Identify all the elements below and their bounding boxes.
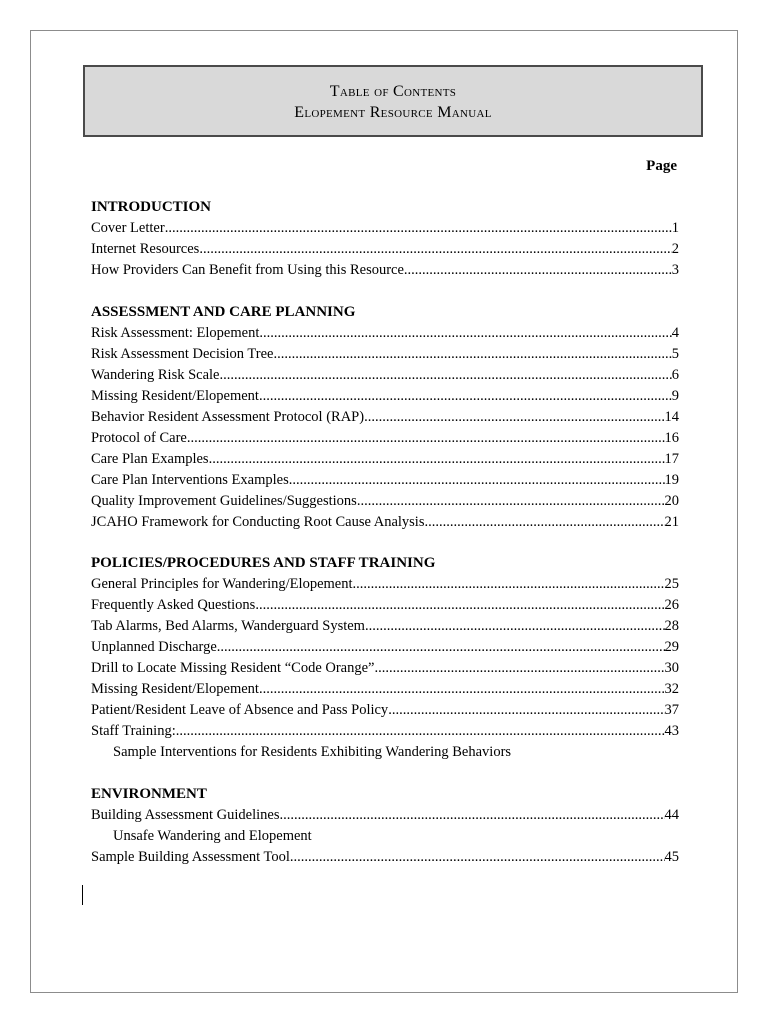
dot-leader (424, 512, 664, 533)
toc-entry (91, 470, 679, 491)
toc-entry-label: Patient/Resident Leave of Absence and Pass Policy (91, 702, 389, 718)
toc-entry-page: 3 (671, 262, 679, 278)
dot-leader (365, 616, 665, 637)
section-heading: POLICIES/PROCEDURES AND STAFF TRAINING (91, 555, 436, 571)
dot-leader (289, 470, 665, 491)
toc-entry-label: Wandering Risk Scale (91, 366, 220, 383)
dot-leader (176, 721, 665, 742)
toc-entry-page: 2 (671, 241, 679, 257)
toc-entry-page: 37 (664, 702, 679, 718)
toc-entry (91, 323, 679, 344)
dot-leader (165, 218, 672, 239)
toc-entry-page: 43 (664, 723, 679, 739)
title-box (83, 65, 703, 137)
toc-entry-page: 45 (664, 848, 679, 865)
toc-entry (91, 344, 679, 365)
toc-entry-label: Risk Assessment: Elopement (91, 324, 260, 341)
text-cursor (82, 885, 83, 905)
toc-entry-page: 19 (664, 471, 679, 488)
toc-subentry: Unsafe Wandering and Elopement (113, 827, 312, 844)
toc-entry-label: Cover Letter (91, 220, 165, 236)
page-column-label: Page (646, 158, 677, 174)
toc-entry-label: Building Assessment Guidelines (91, 806, 280, 823)
dot-leader (375, 658, 665, 679)
toc-entry (91, 449, 679, 470)
toc-entry-page: 5 (671, 345, 679, 362)
toc-entry-page: 21 (664, 513, 679, 530)
toc-entry-label: Tab Alarms, Bed Alarms, Wanderguard System (91, 618, 365, 634)
toc-entry (91, 428, 679, 449)
toc-entry (91, 260, 679, 281)
toc-entry-label: Protocol of Care (91, 429, 187, 446)
section-heading: INTRODUCTION (91, 199, 212, 215)
dot-leader (259, 386, 672, 407)
section-heading: ENVIRONMENT (91, 785, 207, 802)
table-of-contents (91, 197, 679, 888)
toc-entry (91, 574, 679, 595)
toc-entry-label: JCAHO Framework for Conducting Root Cause Analysis (91, 513, 425, 530)
toc-section (91, 784, 679, 868)
toc-entry-label: Care Plan Interventions Examples (91, 471, 289, 488)
dot-leader (217, 637, 665, 658)
toc-entry-page: 20 (664, 492, 679, 509)
toc-entry-page: 1 (671, 220, 679, 236)
toc-entry-label: Unplanned Discharge (91, 639, 217, 655)
toc-entry-label: Missing Resident/Elopement (91, 681, 259, 697)
toc-entry (91, 239, 679, 260)
dot-leader (187, 428, 665, 449)
toc-entry-label: Behavior Resident Assessment Protocol (RAP) (91, 408, 365, 425)
toc-entry-page: 44 (664, 806, 679, 823)
document-subtitle: Elopement Resource Manual (294, 104, 492, 121)
toc-entry-label: Care Plan Examples (91, 450, 209, 467)
toc-entry (91, 512, 679, 533)
toc-entry (91, 218, 679, 239)
dot-leader (404, 260, 672, 281)
toc-entry (91, 595, 679, 616)
dot-leader (209, 449, 665, 470)
toc-entry (91, 365, 679, 386)
toc-entry (91, 616, 679, 637)
dot-leader (255, 595, 664, 616)
toc-section (91, 553, 679, 763)
toc-entry-label: Drill to Locate Missing Resident “Code Orange” (91, 660, 375, 676)
dot-leader (220, 365, 672, 386)
toc-entry (91, 386, 679, 407)
section-heading: ASSESSMENT AND CARE PLANNING (91, 303, 356, 320)
toc-entry-page: 6 (671, 366, 679, 383)
toc-entry-page: 28 (664, 618, 679, 634)
toc-entry-label: Missing Resident/Elopement (91, 387, 259, 404)
dot-leader (259, 323, 671, 344)
dot-leader (199, 239, 671, 260)
toc-entry-page: 9 (671, 387, 679, 404)
toc-entry (91, 491, 679, 512)
dot-leader (259, 679, 665, 700)
dot-leader (353, 574, 665, 595)
toc-entry-page: 30 (664, 660, 679, 676)
toc-entry (91, 700, 679, 721)
dot-leader (357, 491, 665, 512)
toc-entry-page: 17 (664, 450, 679, 467)
toc-subentry: Sample Interventions for Residents Exhibiting Wandering Behaviors (113, 744, 512, 760)
toc-section (91, 197, 679, 281)
toc-entry-label: Frequently Asked Questions (91, 597, 256, 613)
toc-entry-page: 26 (664, 597, 679, 613)
toc-entry (91, 407, 679, 428)
toc-entry (91, 679, 679, 700)
dot-leader (280, 805, 665, 826)
dot-leader (388, 700, 664, 721)
toc-entry (91, 721, 679, 742)
toc-entry-label: How Providers Can Benefit from Using this Resource (91, 262, 404, 278)
toc-entry-label: General Principles for Wandering/Elopement (91, 576, 353, 592)
dot-leader (290, 847, 665, 868)
toc-entry-label: Risk Assessment Decision Tree (91, 345, 274, 362)
toc-entry (91, 658, 679, 679)
toc-entry-label: Internet Resources (91, 241, 200, 257)
toc-entry (91, 847, 679, 868)
document-page (30, 30, 738, 993)
dot-leader (273, 344, 671, 365)
toc-entry-page: 32 (664, 681, 679, 697)
toc-entry-page: 25 (664, 576, 679, 592)
toc-entry (91, 805, 679, 826)
dot-leader (364, 407, 664, 428)
toc-entry-page: 16 (664, 429, 679, 446)
toc-entry-page: 4 (671, 324, 679, 341)
document-title: Table of Contents (329, 83, 457, 100)
toc-entry (91, 637, 679, 658)
toc-entry-label: Staff Training: (91, 723, 176, 739)
toc-entry-page: 29 (664, 639, 679, 655)
toc-section (91, 302, 679, 533)
toc-entry-label: Quality Improvement Guidelines/Suggestions (91, 492, 357, 509)
toc-entry-page: 14 (664, 408, 679, 425)
toc-entry-label: Sample Building Assessment Tool (91, 848, 290, 865)
